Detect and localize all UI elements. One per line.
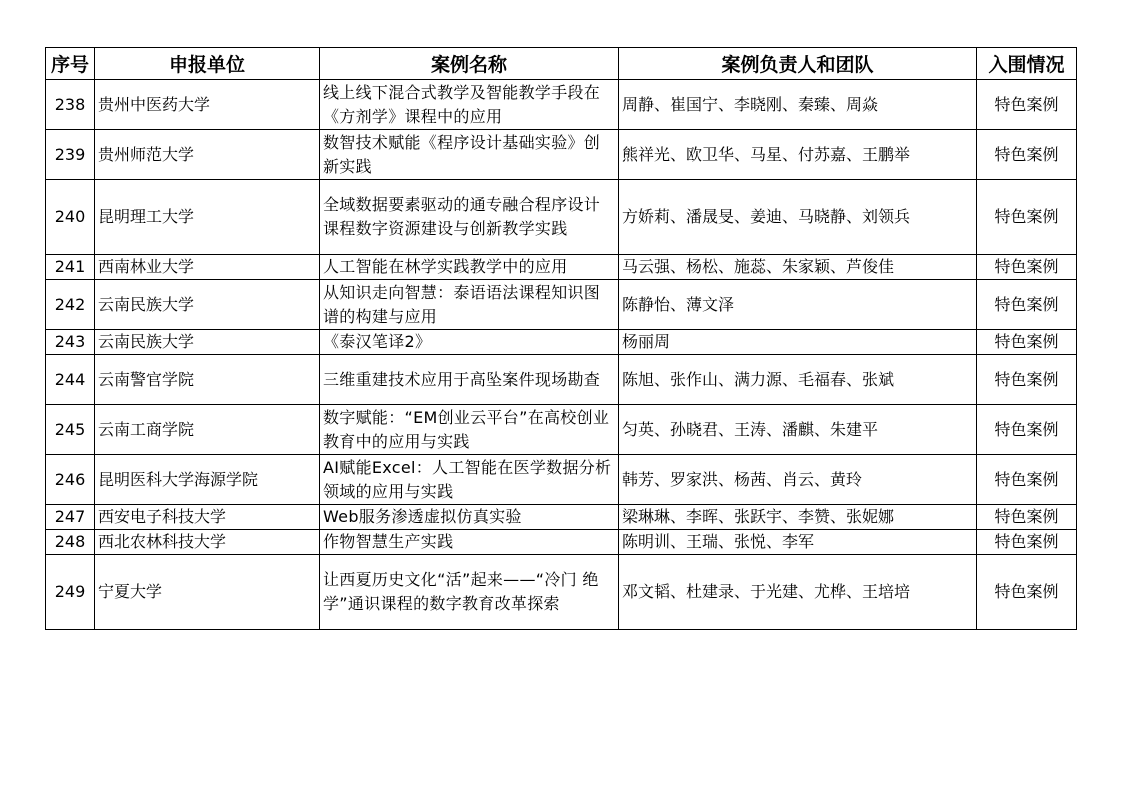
cell-case-name: 数智技术赋能《程序设计基础实验》创新实践 (320, 130, 619, 180)
cell-unit: 宁夏大学 (95, 555, 320, 630)
cell-case-name: 数字赋能：“EM创业云平台”在高校创业教育中的应用与实践 (320, 405, 619, 455)
cell-case-name: 从知识走向智慧：泰语语法课程知识图谱的构建与应用 (320, 280, 619, 330)
cell-num: 243 (46, 330, 95, 355)
cell-status: 特色案例 (977, 455, 1077, 505)
cell-team: 韩芳、罗家洪、杨茜、肖云、黄玲 (619, 455, 977, 505)
cell-unit: 贵州师范大学 (95, 130, 320, 180)
table-row (46, 405, 1077, 455)
cell-team: 周静、崔国宁、李晓刚、秦臻、周焱 (619, 80, 977, 130)
table-row (46, 505, 1077, 530)
cell-unit: 西安电子科技大学 (95, 505, 320, 530)
cell-case-name: 线上线下混合式教学及智能教学手段在《方剂学》课程中的应用 (320, 80, 619, 130)
cell-num: 246 (46, 455, 95, 505)
cell-status: 特色案例 (977, 280, 1077, 330)
table-header-row (46, 48, 1077, 80)
cell-unit: 云南工商学院 (95, 405, 320, 455)
table-row (46, 555, 1077, 630)
cell-case-name: 作物智慧生产实践 (320, 530, 619, 555)
cell-status: 特色案例 (977, 505, 1077, 530)
cell-team: 陈旭、张作山、满力源、毛福春、张斌 (619, 355, 977, 405)
cell-case-name: 三维重建技术应用于高坠案件现场勘查 (320, 355, 619, 405)
cell-team: 马云强、杨松、施蕊、朱家颖、芦俊佳 (619, 255, 977, 280)
cell-team: 匀英、孙晓君、王涛、潘麒、朱建平 (619, 405, 977, 455)
table-row (46, 255, 1077, 280)
cell-unit: 云南民族大学 (95, 280, 320, 330)
cell-team: 方娇莉、潘晟旻、姜迪、马晓静、刘领兵 (619, 180, 977, 255)
cell-num: 242 (46, 280, 95, 330)
case-list-table (45, 47, 1077, 630)
cell-num: 249 (46, 555, 95, 630)
cell-team: 邓文韬、杜建录、于光建、尤桦、王培培 (619, 555, 977, 630)
cell-num: 238 (46, 80, 95, 130)
table-row (46, 130, 1077, 180)
cell-num: 239 (46, 130, 95, 180)
cell-num: 247 (46, 505, 95, 530)
table-row (46, 330, 1077, 355)
table-row (46, 530, 1077, 555)
table-row (46, 355, 1077, 405)
cell-num: 245 (46, 405, 95, 455)
cell-unit: 昆明理工大学 (95, 180, 320, 255)
cell-unit: 云南民族大学 (95, 330, 320, 355)
cell-unit: 西北农林科技大学 (95, 530, 320, 555)
cell-status: 特色案例 (977, 355, 1077, 405)
cell-num: 241 (46, 255, 95, 280)
cell-unit: 云南警官学院 (95, 355, 320, 405)
cell-case-name: AI赋能Excel：人工智能在医学数据分析领域的应用与实践 (320, 455, 619, 505)
cell-team: 杨丽周 (619, 330, 977, 355)
header-name: 案例名称 (320, 48, 619, 80)
cell-team: 陈明训、王瑞、张悦、李军 (619, 530, 977, 555)
cell-status: 特色案例 (977, 530, 1077, 555)
cell-case-name: 全域数据要素驱动的通专融合程序设计课程数字资源建设与创新教学实践 (320, 180, 619, 255)
cell-num: 240 (46, 180, 95, 255)
cell-status: 特色案例 (977, 330, 1077, 355)
cell-status: 特色案例 (977, 80, 1077, 130)
table-row (46, 280, 1077, 330)
table-row (46, 180, 1077, 255)
cell-status: 特色案例 (977, 180, 1077, 255)
header-num: 序号 (46, 48, 95, 80)
cell-unit: 贵州中医药大学 (95, 80, 320, 130)
cell-case-name: Web服务渗透虚拟仿真实验 (320, 505, 619, 530)
cell-case-name: 人工智能在林学实践教学中的应用 (320, 255, 619, 280)
cell-team: 陈静怡、薄文泽 (619, 280, 977, 330)
cell-status: 特色案例 (977, 405, 1077, 455)
cell-status: 特色案例 (977, 130, 1077, 180)
table-row (46, 455, 1077, 505)
cell-status: 特色案例 (977, 255, 1077, 280)
cell-team: 梁琳琳、李晖、张跃宇、李赞、张妮娜 (619, 505, 977, 530)
cell-case-name: 让西夏历史文化“活”起来——“冷门 绝学”通识课程的数字教育改革探索 (320, 555, 619, 630)
cell-unit: 昆明医科大学海源学院 (95, 455, 320, 505)
header-status: 入围情况 (977, 48, 1077, 80)
cell-num: 248 (46, 530, 95, 555)
header-team: 案例负责人和团队 (619, 48, 977, 80)
cell-status: 特色案例 (977, 555, 1077, 630)
cell-case-name: 《泰汉笔译2》 (320, 330, 619, 355)
cell-unit: 西南林业大学 (95, 255, 320, 280)
cell-num: 244 (46, 355, 95, 405)
cell-team: 熊祥光、欧卫华、马星、付苏嘉、王鹏举 (619, 130, 977, 180)
table-row (46, 80, 1077, 130)
header-unit: 申报单位 (95, 48, 320, 80)
